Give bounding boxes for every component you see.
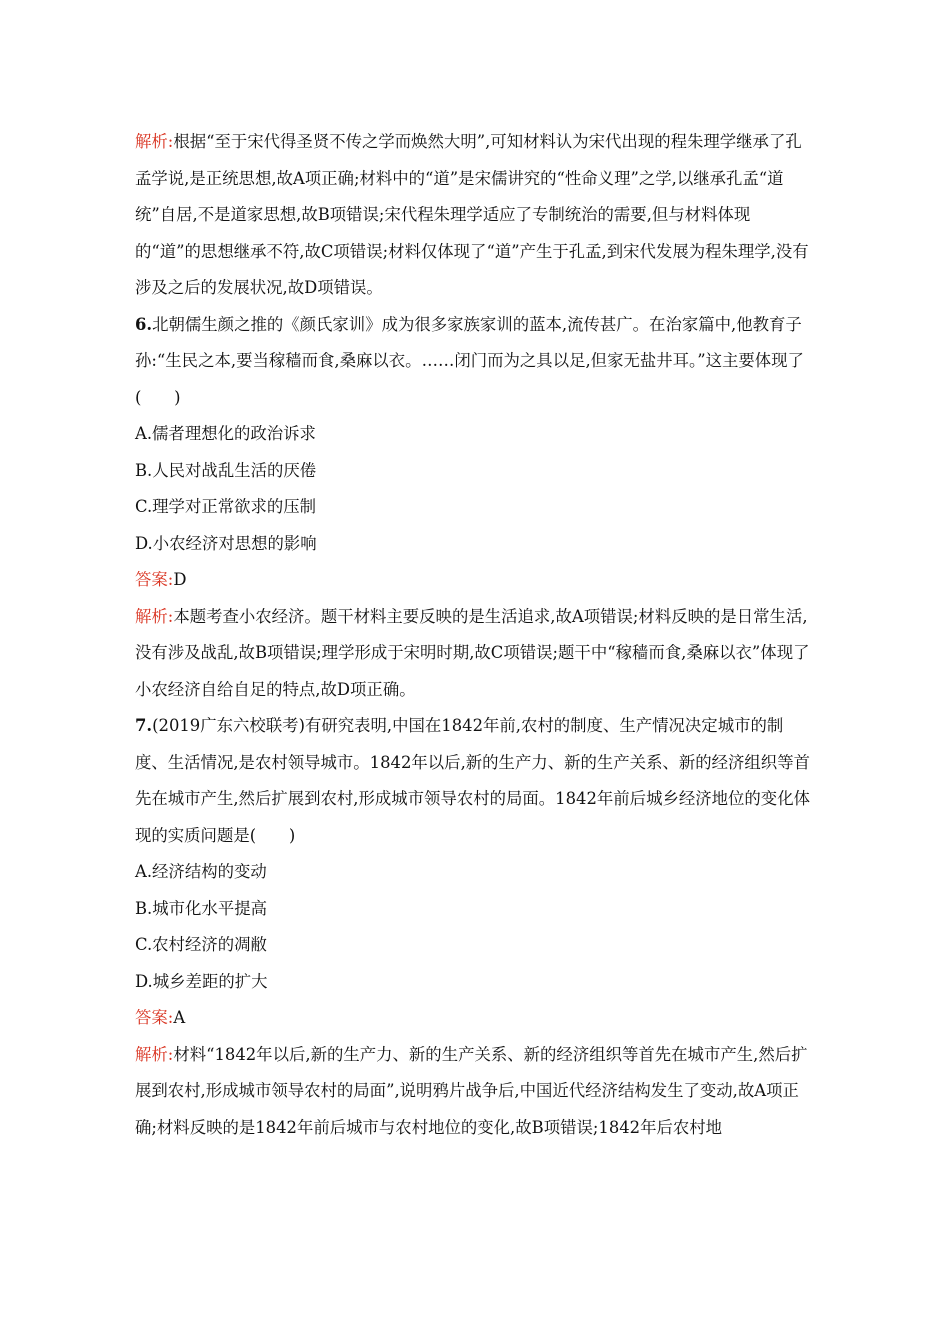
answer-line-q7 bbox=[135, 1000, 815, 1037]
answer-label: 答案: bbox=[135, 570, 174, 589]
analysis-label: 解析: bbox=[135, 1044, 174, 1064]
analysis-text: 材料“1842年以后,新的生产力、新的生产关系、新的经济组织等首先在城市产生,然后扩展到农村,形成城市领导农村的局面”,说明鸦片战争后,中国近代经济结构发生了变动,故A项正确;材料反映的是1842年前后城市与农村地位的变化,故B项错误;1842年后农村地 bbox=[135, 1044, 808, 1137]
option-b: B.城市化水平提高 bbox=[135, 898, 267, 918]
option-b: B.人民对战乱生活的厌倦 bbox=[135, 460, 317, 480]
analysis-paragraph-q5 bbox=[135, 124, 815, 307]
option-c: C.农村经济的凋敝 bbox=[135, 935, 267, 954]
answer-value: D bbox=[173, 570, 187, 589]
analysis-paragraph-q7 bbox=[135, 1037, 815, 1147]
question-6-stem bbox=[135, 307, 815, 417]
page-content bbox=[135, 124, 815, 1146]
answer-value: A bbox=[173, 1008, 186, 1027]
option-a: A.儒者理想化的政治诉求 bbox=[135, 424, 316, 443]
option-c: C.理学对正常欲求的压制 bbox=[135, 497, 317, 516]
question-7-stem bbox=[135, 708, 815, 854]
answer-line-q6 bbox=[135, 562, 815, 599]
option-d: D.城乡差距的扩大 bbox=[135, 971, 268, 991]
answer-label: 答案: bbox=[135, 1008, 174, 1027]
analysis-label: 解析: bbox=[135, 132, 174, 151]
analysis-paragraph-q6 bbox=[135, 599, 815, 709]
question-number: 7. bbox=[135, 716, 153, 735]
option-a: A.经济结构的变动 bbox=[135, 862, 267, 881]
option-d: D.小农经济对思想的影响 bbox=[135, 533, 317, 553]
question-text: (2019广东六校联考)有研究表明,中国在1842年前,农村的制度、生产情况决定城市的制度、生活情况,是农村领导城市。1842年以后,新的生产力、新的生产关系、新的经济组织等首先在城市产生,然后扩展到农村,形成城市领导农村的局面。1842年前后城乡经济地位的变化体现的实质问题是( ) bbox=[135, 716, 810, 845]
analysis-text: 本题考查小农经济。题干材料主要反映的是生活追求,故A项错误;材料反映的是日常生活,没有涉及战乱,故B项错误;理学形成于宋明时期,故C项错误;题干中“稼穑而食,桑麻以衣”体现了小农经济自给自足的特点,故D项正确。 bbox=[135, 606, 810, 699]
question-number: 6. bbox=[135, 314, 153, 334]
analysis-label: 解析: bbox=[135, 606, 174, 626]
question-text: 北朝儒生颜之推的《颜氏家训》成为很多家族家训的蓝本,流传甚广。在治家篇中,他教育子孙:“生民之本,要当稼穑而食,桑麻以衣。……闭门而为之具以足,但家无盐井耳。”这主要体现了( ) bbox=[135, 314, 804, 407]
analysis-text: 根据“至于宋代得圣贤不传之学而焕然大明”,可知材料认为宋代出现的程朱理学继承了孔孟学说,是正统思想,故A项正确;材料中的“道”是宋儒讲究的“性命义理”之学,以继承孔孟“道统”自居,不是道家思想,故B项错误;宋代程朱理学适应了专制统治的需要,但与材料体现的“道”的思想继承不符,故C项错误;材料仅体现了“道”产生于孔孟,到宋代发展为程朱理学,没有涉及之后的发展状况,故D项错误。 bbox=[135, 132, 809, 297]
